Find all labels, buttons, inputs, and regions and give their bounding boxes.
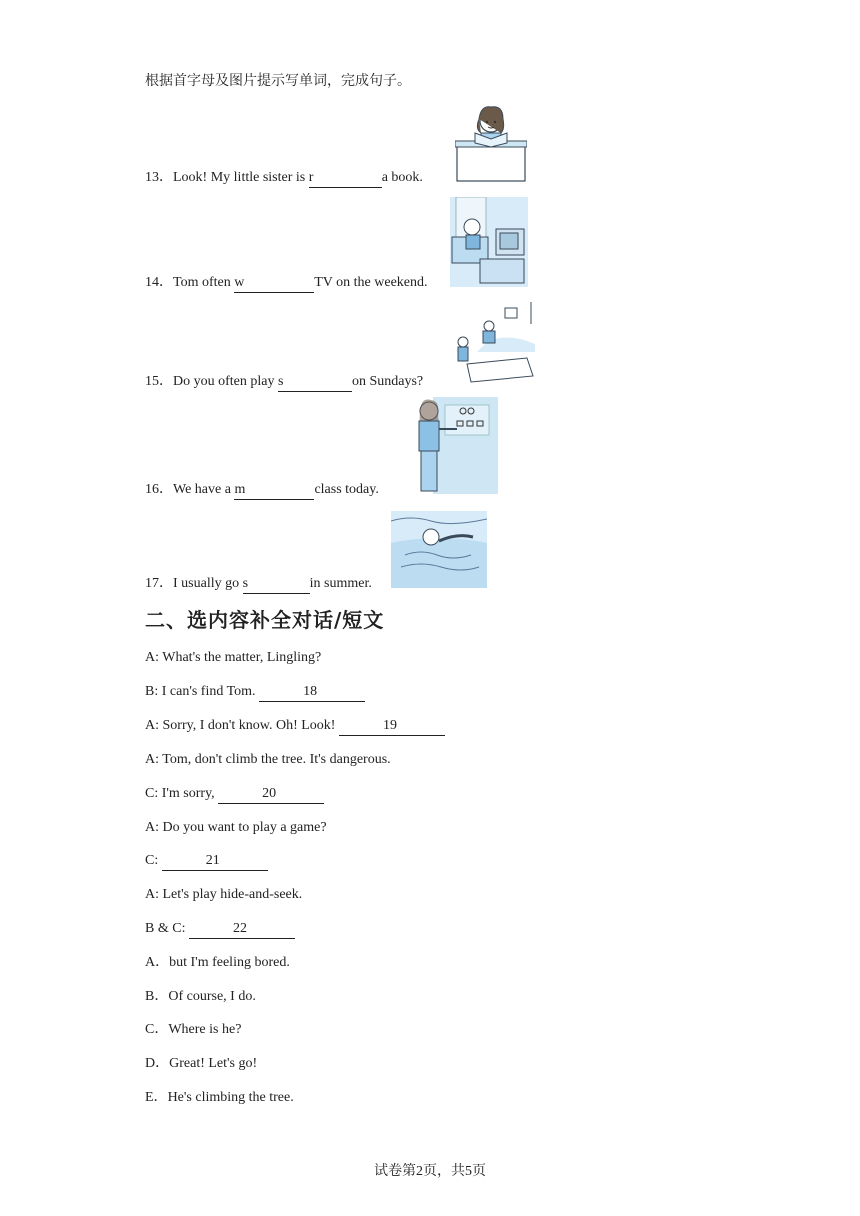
question-13: 13．Look! My little sister is r a book. — [145, 169, 423, 188]
answer-blank-20[interactable]: 20 — [218, 785, 324, 804]
boy-swimming-icon — [391, 511, 487, 588]
answer-blank-14[interactable]: w — [234, 274, 314, 293]
answer-blank-16[interactable]: m — [234, 481, 314, 500]
page-footer: 试卷第2页，共5页 — [374, 1164, 486, 1179]
option-e: E．He's climbing the tree. — [145, 1090, 294, 1105]
girl-reading-icon — [455, 103, 527, 183]
boy-watching-tv-icon — [450, 197, 528, 287]
question-17: 17．I usually go s in summer. — [145, 575, 372, 594]
question-14: 14．Tom often w TV on the weekend. — [145, 274, 428, 293]
dialogue-line: A: What's the matter, Lingling? — [145, 650, 322, 665]
option-c: C．Where is he? — [145, 1022, 242, 1037]
section-2-title: 二、选内容补全对话/短文 — [145, 608, 385, 632]
dialogue-line: B: I can's find Tom. 18 — [145, 683, 365, 702]
dialogue-line: B & C: 22 — [145, 920, 295, 939]
dialogue-line: A: Let's play hide-and-seek. — [145, 887, 303, 902]
instruction: 根据首字母及图片提示写单词，完成句子。 — [145, 74, 411, 89]
answer-blank-15[interactable]: s — [278, 373, 352, 392]
answer-blank-17[interactable]: s — [243, 575, 310, 594]
kids-playing-sports-icon — [447, 302, 535, 386]
dialogue-line: A: Sorry, I don't know. Oh! Look! 19 — [145, 717, 445, 736]
dialogue-line: C: 21 — [145, 852, 268, 871]
answer-blank-22[interactable]: 22 — [189, 920, 295, 939]
dialogue-line: A: Tom, don't climb the tree. It's dangerous. — [145, 752, 391, 767]
option-d: D．Great! Let's go! — [145, 1056, 258, 1071]
option-b: B．Of course, I do. — [145, 989, 256, 1004]
answer-blank-18[interactable]: 18 — [259, 683, 365, 702]
question-16: 16．We have a m class today. — [145, 481, 379, 500]
answer-blank-21[interactable]: 21 — [162, 852, 268, 871]
answer-blank-19[interactable]: 19 — [339, 717, 445, 736]
dialogue-line: C: I'm sorry, 20 — [145, 785, 324, 804]
answer-blank-13[interactable]: r — [309, 169, 382, 188]
teacher-math-board-icon — [415, 397, 498, 494]
question-15: 15．Do you often play s on Sundays? — [145, 373, 423, 392]
option-a: A．but I'm feeling bored. — [145, 955, 290, 970]
dialogue-line: A: Do you want to play a game? — [145, 820, 327, 835]
